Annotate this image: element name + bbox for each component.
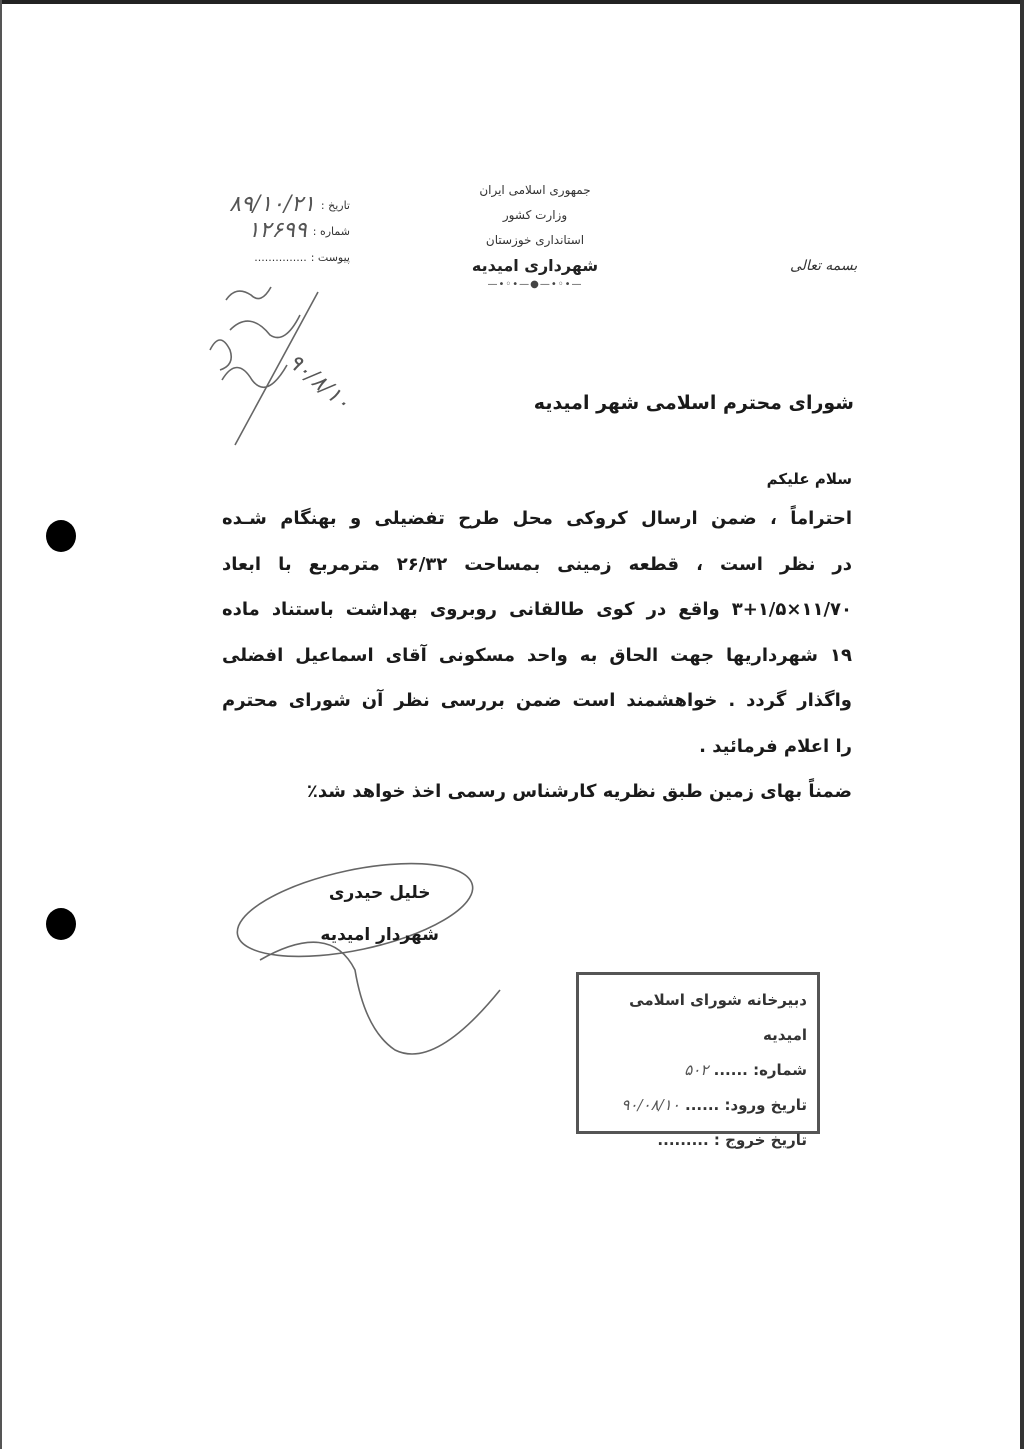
body-line: ۱۹ شهرداریها جهت الحاق به واحد مسکونی آقای اسماعیل افضلی	[222, 644, 852, 666]
stamp-entry-value: ۹۰/۰۸/۱۰	[621, 1096, 680, 1114]
stamp-exit-label: تاریخ خروج : .........	[657, 1131, 807, 1149]
number-label: شماره :	[312, 224, 350, 238]
council-secretariat-stamp	[576, 972, 820, 1149]
signatory-title: شهردار امیدیه	[320, 925, 439, 945]
date-label: تاریخ :	[320, 198, 350, 212]
stamp-number-value: ۵۰۲	[684, 1061, 709, 1079]
body-line: در نظر است ، قطعه زمینی بمساحت ۲۶/۳۲ مترمربع با ابعاد	[222, 553, 852, 575]
signature-block	[320, 872, 439, 956]
attachment-label: پیوست :	[310, 250, 350, 264]
signatory-name: خلیل حیدری	[328, 883, 431, 903]
stamp-title: دبیرخانه شورای اسلامی امیدیه	[629, 991, 807, 1044]
stamp-entry-label: تاریخ ورود: ......	[685, 1096, 807, 1114]
body-line: را اعلام فرمائید .	[699, 735, 852, 757]
margin-scribble	[210, 287, 318, 445]
handwritten-number: ۱۲۶۹۹	[247, 218, 307, 243]
letterhead-ornament: —•◦•—●—•◦•—	[487, 279, 583, 290]
stamp-number-label: شماره: ......	[713, 1061, 807, 1079]
postscript: ضمناً بهای زمین طبق نظریه کارشناس رسمی اخذ خواهد شد٪	[306, 781, 852, 802]
body-line: ۱۱/۷۰×۳+۱/۵ واقع در کوی طالقانی روبروی بهداشت باستناد ماده	[222, 599, 852, 620]
letterhead-ministry: وزارت کشور	[502, 208, 568, 222]
handwritten-date: ۸۹/۱۰/۲۱	[229, 192, 315, 217]
letter-body	[222, 496, 852, 815]
body-line: واگذار گردد . خواهشمند است ضمن بررسی نظر آن شورای محترم	[222, 690, 852, 711]
attachment-value: ...............	[254, 250, 307, 264]
body-line: احتراماً ، ضمن ارسال کروکی محل طرح تفضیلی و بهنگام شـده	[222, 508, 852, 529]
bismillah: بسمه تعالی	[790, 258, 858, 274]
letterhead-province: استانداری خوزستان	[485, 233, 585, 247]
letterhead-organization: شهرداری امیدیه	[471, 256, 599, 275]
margin-note-date: ۹۰/۸/۱۰	[282, 349, 356, 416]
greeting: سلام علیکم	[766, 470, 852, 488]
letterhead-country: جمهوری اسلامی ایران	[479, 183, 591, 197]
addressee: شورای محترم اسلامی شهر امیدیه	[533, 392, 854, 414]
signature-stroke	[260, 942, 500, 1054]
